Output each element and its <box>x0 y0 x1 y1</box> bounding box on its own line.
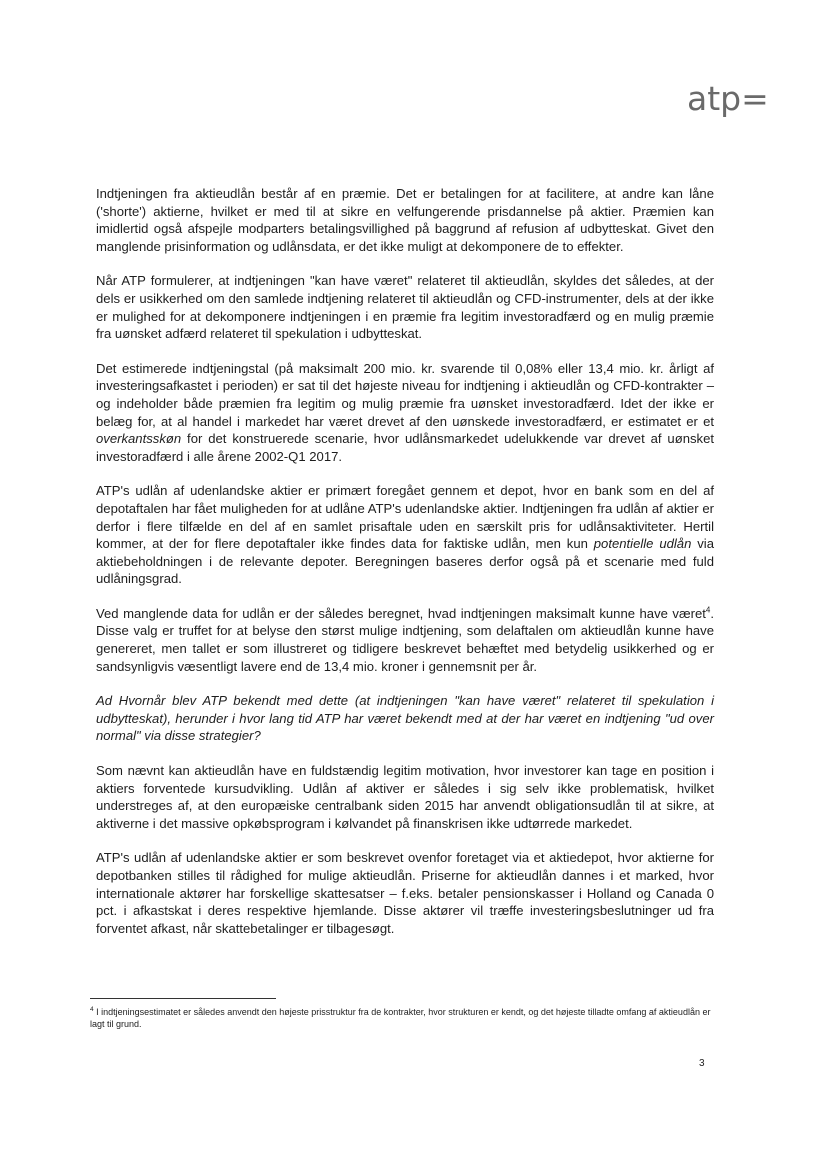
footnote <box>90 1006 715 1030</box>
question-paragraph: Ad Hvornår blev ATP bekendt med dette (at indtjeningen "kan have været" relateret til spekulation i udbytteskat), herunder i hvor lang tid ATP har været bekendt med at der har været en indtjening "ud over normal" via disse strategier? <box>96 693 714 744</box>
paragraph-missing-data <box>96 605 714 675</box>
paragraph-foreign-lending-part1: ATP's udlån af udenlandske aktier er primært foregået gennem et depot, hvor en bank som en del af depotaftalen har fået muligheden for at udlåne ATP's udenlandske aktier. Indtjeningen fra udlån af aktier er derfor i flere tilfælde en del af en samlet prisaftale uden en særskilt pris for udlånsaktiviteter. Hertil kommer, at der for flere depotaftaler ikke findes data for faktiske udlån, men kun <box>96 483 714 552</box>
paragraph-foreign-lending <box>96 482 714 588</box>
footnote-text: I indtjeningsestimatet er således anvendt den højeste prisstruktur fra de kontrakter, hvor strukturen er kendt, og det højeste tilladte omfang af aktieudlån er lagt til grund. <box>90 1007 711 1029</box>
footnote-divider <box>90 998 276 999</box>
paragraph-earnings-uncertainty: Når ATP formulerer, at indtjeningen "kan have været" relateret til aktieudlån, skyldes det således, at der dels er usikkerhed om den samlede indtjening relateret til aktieudlån og CFD-instrumenter, dels at der ikke er mulighed for at dekomponere indtjeningen i en præmie fra legitim investoradfærd og en mulig præmie fra uønsket adfærd relateret til spekulation i udbytteskat. <box>96 273 714 342</box>
page-number: 3 <box>699 1058 705 1069</box>
paragraph-legitimate-motivation: Som nævnt kan aktieudlån have en fuldstændig legitim motivation, hvor investorer kan tage en position i aktiers forventede kursudvikling. Udlån af aktiver er således i sig selv ikke problematisk, hvilket understreges af, at den europæiske centralbank siden 2015 har anvendt obligationsudlån til at sikre, at aktiverne i det massive opkøbsprogram i kølvandet på finanskrisen ikke udtørrede markedet. <box>96 763 714 831</box>
paragraph-estimate-part1: Det estimerede indtjeningstal (på maksimalt 200 mio. kr. svarende til 0,08% eller 13,4 mio. kr. årligt af investeringsafkastet i perioden) er sat til det højeste niveau for indtjening i aktieudlån og CFD-kontrakter – og indeholder både præmien fra legitim og mulig præmie fra uønsket investoradfærd. Idet der ikke er belæg for, at al handel i markedet har været drevet af den uønskede investoradfærd, er estimatet er et <box>96 360 714 429</box>
paragraph-missing-data-part1: Ved manglende data for udlån er der således beregnet, hvad indtjeningen maksimalt kunne have været <box>96 605 706 621</box>
footnote-reference: 4 <box>705 605 711 615</box>
emphasis-overkantsskon: overkantsskøn <box>96 431 182 447</box>
letter-body <box>96 185 714 954</box>
paragraph-estimate <box>96 360 714 466</box>
paragraph-foreign-lending-part2: via aktiebeholdningen i de relevante depoter. Beregningen baseres derfor også på et scenarie med fuld udlåningsgrad. <box>96 536 714 587</box>
paragraph-estimate-part2: for det konstruerede scenarie, hvor udlånsmarkedet udelukkende var drevet af uønsket investoradfærd i alle årene 2002-Q1 2017. <box>96 431 714 464</box>
atp-logo: atp= <box>687 79 769 118</box>
footnote-number: 4 <box>90 1006 94 1013</box>
paragraph-missing-data-part2: . Disse valg er truffet for at belyse den størst mulige indtjening, som delaftalen om aktieudlån kunne have genereret, men tallet er som illustreret og tidligere beskrevet behæftet med betydelig usikkerhed og er sandsynligvis væsentligt lavere end de 13,4 mio. kroner i gennemsnit per år. <box>96 605 714 674</box>
paragraph-premium: Indtjeningen fra aktieudlån består af en præmie. Det er betalingen for at facilitere, at andre kan låne ('shorte') aktierne, hvilket er med til at sikre en velfungerende prisdannelse på aktier. Præmien kan imidlertid også afspejle modparters betalingsvillighed på baggrund af refusion af udbytteskat. Givet den manglende prisinformation og udlånsdata, er det ikke muligt at dekomponere de to effekter. <box>96 186 714 254</box>
paragraph-custody-lending: ATP's udlån af udenlandske aktier er som beskrevet ovenfor foretaget via et aktiedepot, hvor aktierne for depotbanken stilles til rådighed for mulige aktieudlån. Priserne for aktieudlån dannes i et marked, hvor internationale aktører har forskellige skattesatser – f.eks. betaler pensionskasser i Holland og Canada 0 pct. i afkastskat i deres respektive hjemlande. Disse aktører vil træffe investeringsbeslutninger ud fra forventet afkast, når skattebetalinger er tilbagesøgt. <box>96 850 714 936</box>
emphasis-potential-lending: potentielle udlån <box>593 536 692 552</box>
